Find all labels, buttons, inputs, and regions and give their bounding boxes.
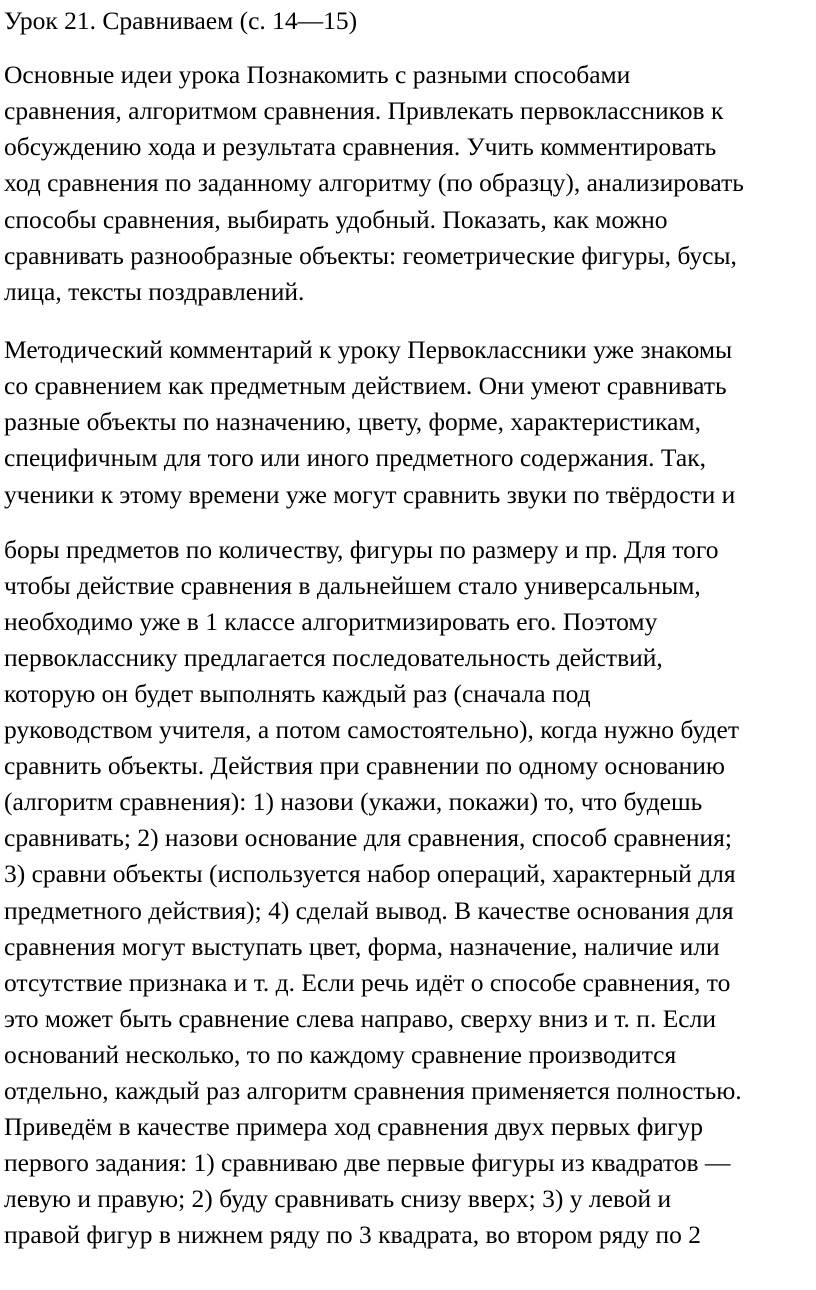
text-line: специфичным для того или иного предметного содержания. Так,	[4, 443, 706, 472]
text-line: сравнить объекты. Действия при сравнении по одному основанию	[4, 751, 725, 780]
text-line: лица, тексты поздравлений.	[4, 277, 305, 306]
text-line: необходимо уже в 1 классе алгоритмизировать его. Поэтому	[4, 607, 658, 636]
text-line: левую и правую; 2) буду сравнивать снизу вверх; 3) у левой и	[4, 1184, 672, 1213]
text-line: чтобы действие сравнения в дальнейшем стало универсальным,	[4, 571, 701, 600]
text-line: боры предметов по количеству, фигуры по размеру и пр. Для того	[4, 535, 719, 564]
text-line: разные объекты по назначению, цвету, форме, характеристикам,	[4, 407, 702, 436]
text-line: первокласснику предлагается последовательность действий,	[4, 643, 663, 672]
text-line: первого задания: 1) сравниваю две первые фигуры из квадратов —	[4, 1148, 731, 1177]
text-line: ход сравнения по заданному алгоритму (по образцу), анализировать	[4, 168, 744, 197]
text-line: сравнения могут выступать цвет, форма, назначение, наличие или	[4, 932, 720, 961]
text-line: ученики к этому времени уже могут сравнить звуки по твёрдости и	[4, 480, 736, 509]
text-line: оснований несколько, то по каждому сравнение производится	[4, 1040, 677, 1069]
text-line: обсуждению хода и результата сравнения. Учить комментировать	[4, 132, 717, 161]
text-line: которую он будет выполнять каждый раз (сначала под	[4, 679, 591, 708]
text-line: сравнения, алгоритмом сравнения. Привлекать первоклассников к	[4, 96, 724, 125]
text-line: Основные идеи урока Познакомить с разными способами	[4, 60, 631, 89]
text-line: предметного действия); 4) сделай вывод. В качестве основания для	[4, 896, 734, 925]
document-title: Урок 21. Сравниваем (с. 14—15)	[4, 6, 358, 35]
text-line: Приведём в качестве примера ход сравнения двух первых фигур	[4, 1112, 704, 1141]
text-line: сравнивать разнообразные объекты: геометрические фигуры, бусы,	[4, 241, 737, 270]
text-line: это может быть сравнение слева направо, сверху вниз и т. п. Если	[4, 1004, 716, 1033]
text-line: (алгоритм сравнения): 1) назови (укажи, покажи) то, что будешь	[4, 787, 703, 816]
text-line: отсутствие признака и т. д. Если речь идёт о способе сравнения, то	[4, 968, 731, 997]
text-line: отдельно, каждый раз алгоритм сравнения применяется полностью.	[4, 1076, 742, 1105]
text-line: руководством учителя, а потом самостоятельно), когда нужно будет	[4, 715, 739, 744]
text-line: со сравнением как предметным действием. Они умеют сравнивать	[4, 371, 727, 400]
text-line: Методический комментарий к уроку Первоклассники уже знакомы	[4, 335, 733, 364]
text-line: сравнивать; 2) назови основание для сравнения, способ сравнения;	[4, 823, 732, 852]
text-line: правой фигур в нижнем ряду по 3 квадрата, во втором ряду по 2	[4, 1220, 702, 1249]
text-line: способы сравнения, выбирать удобный. Показать, как можно	[4, 205, 668, 234]
text-line: 3) сравни объекты (используется набор операций, характерный для	[4, 859, 736, 888]
